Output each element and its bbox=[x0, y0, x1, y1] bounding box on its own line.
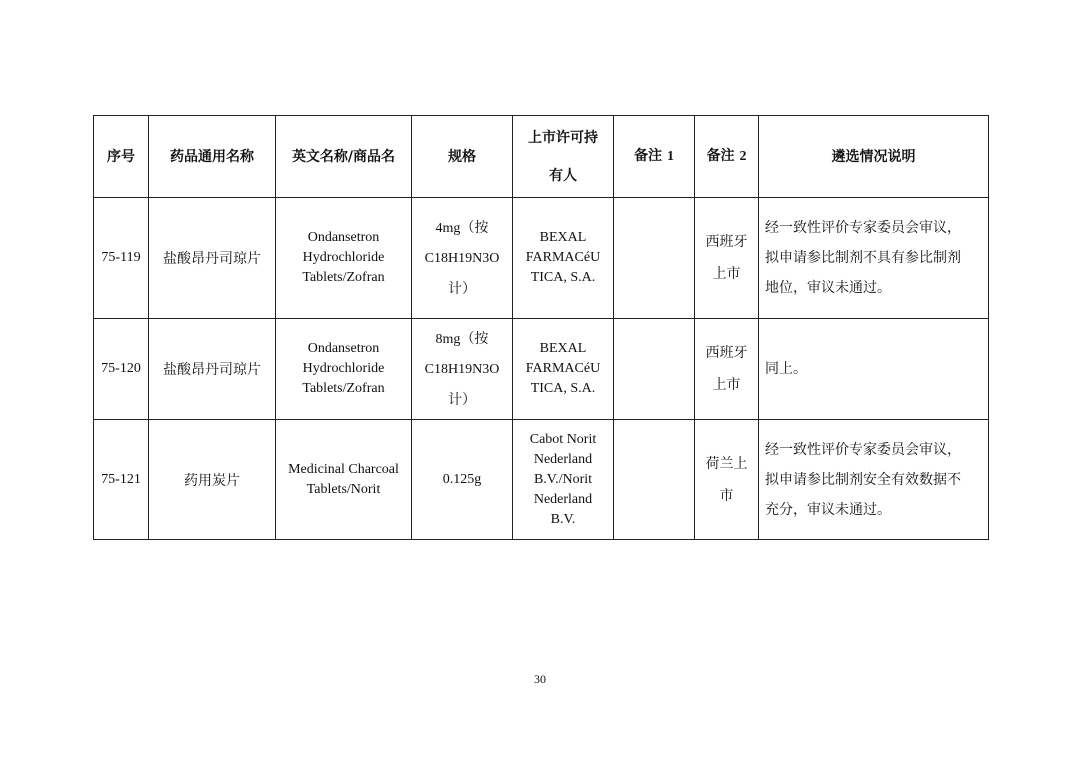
note2-line: 上市 bbox=[712, 377, 741, 393]
note2-line: 市 bbox=[719, 487, 734, 504]
header-note2-num: 2 bbox=[739, 149, 747, 164]
row-selection bbox=[759, 319, 989, 420]
header-seq: 序号 bbox=[94, 116, 149, 198]
spec-value: 8mg bbox=[435, 331, 461, 347]
row-selection bbox=[759, 198, 989, 319]
table-row bbox=[94, 319, 989, 420]
selection-line: 拟申请参比制剂不具有参比制剂 bbox=[765, 250, 961, 266]
holder-line: BEXAL bbox=[539, 230, 587, 245]
selection-line: 充分，审议未通过。 bbox=[765, 501, 891, 518]
row-holder bbox=[513, 198, 614, 319]
row-note2 bbox=[695, 198, 759, 319]
holder-line: B.V./Norit bbox=[533, 471, 593, 487]
header-generic-name: 药品通用名称 bbox=[149, 116, 276, 198]
english-line: Hydrochloride bbox=[302, 250, 385, 265]
row-holder bbox=[513, 420, 614, 540]
selection-line: 经一致性评价专家委员会审议， bbox=[765, 220, 961, 236]
selection-line: 地位，审议未通过。 bbox=[765, 280, 891, 296]
holder-line: Nederland bbox=[533, 491, 593, 507]
row-holder bbox=[513, 319, 614, 420]
note2-line: 上市 bbox=[712, 266, 741, 282]
table-row bbox=[94, 198, 989, 319]
row-seq: 75-120 bbox=[94, 319, 149, 420]
header-holder-line2: 有人 bbox=[549, 167, 577, 184]
row-english-name bbox=[276, 198, 412, 319]
spec-text: （按 bbox=[460, 330, 489, 347]
row-spec bbox=[412, 319, 513, 420]
note2-line: 荷兰上 bbox=[705, 455, 748, 472]
english-line: Tablets/Norit bbox=[306, 481, 381, 497]
header-note1-num: 1 bbox=[666, 149, 674, 164]
drug-table bbox=[93, 115, 989, 540]
header-row bbox=[94, 116, 989, 198]
row-note1 bbox=[614, 198, 695, 319]
selection-line: 同上。 bbox=[765, 361, 807, 377]
spec-line bbox=[415, 213, 509, 244]
row-spec bbox=[412, 198, 513, 319]
spec-line: 计） bbox=[448, 280, 476, 297]
header-holder bbox=[513, 116, 614, 198]
holder-line: Cabot Norit bbox=[529, 431, 597, 447]
row-english-name bbox=[276, 319, 412, 420]
row-note1 bbox=[614, 420, 695, 540]
spec-line: C18H19N3O bbox=[424, 250, 500, 266]
spec-line: C18H19N3O bbox=[424, 361, 500, 377]
english-line: Hydrochloride bbox=[302, 361, 385, 376]
note2-line: 西班牙 bbox=[705, 234, 748, 250]
holder-line: Nederland bbox=[533, 451, 593, 467]
header-english-name: 英文名称/商品名 bbox=[276, 116, 412, 198]
header-note1-cn: 备注 bbox=[634, 148, 663, 164]
english-line: Tablets/Zofran bbox=[302, 270, 385, 285]
row-note1 bbox=[614, 319, 695, 420]
row-spec: 0.125g bbox=[412, 420, 513, 540]
selection-line: 拟申请参比制剂安全有效数据不 bbox=[765, 471, 961, 488]
row-note2 bbox=[695, 420, 759, 540]
holder-line: FARMACéU bbox=[525, 250, 601, 265]
spec-value: 4mg bbox=[435, 220, 461, 236]
selection-line: 经一致性评价专家委员会审议， bbox=[765, 441, 961, 458]
header-note1 bbox=[614, 116, 695, 198]
english-line: Ondansetron bbox=[307, 230, 380, 245]
row-seq: 75-119 bbox=[94, 198, 149, 319]
header-note2 bbox=[695, 116, 759, 198]
row-generic-name: 药用炭片 bbox=[149, 420, 276, 540]
row-english-name bbox=[276, 420, 412, 540]
row-generic-name: 盐酸昂丹司琼片 bbox=[149, 319, 276, 420]
english-line: Tablets/Zofran bbox=[302, 381, 385, 396]
page-number: 30 bbox=[534, 672, 546, 686]
holder-line: BEXAL bbox=[539, 341, 587, 356]
header-selection: 遴选情况说明 bbox=[759, 116, 989, 198]
row-seq: 75-121 bbox=[94, 420, 149, 540]
spec-line bbox=[415, 324, 509, 355]
spec-line: 计） bbox=[448, 391, 476, 408]
holder-line: FARMACéU bbox=[525, 361, 601, 376]
row-note2 bbox=[695, 319, 759, 420]
header-spec: 规格 bbox=[412, 116, 513, 198]
header-note2-cn: 备注 bbox=[706, 148, 735, 164]
note2-line: 西班牙 bbox=[705, 345, 748, 361]
row-generic-name: 盐酸昂丹司琼片 bbox=[149, 198, 276, 319]
spec-text: （按 bbox=[460, 219, 489, 236]
holder-line: TICA, S.A. bbox=[530, 270, 596, 285]
english-line: Medicinal Charcoal bbox=[288, 461, 399, 477]
english-line: Ondansetron bbox=[307, 341, 380, 356]
holder-line: TICA, S.A. bbox=[530, 381, 596, 396]
holder-line: B.V. bbox=[550, 511, 576, 527]
row-selection bbox=[759, 420, 989, 540]
table-row bbox=[94, 420, 989, 540]
header-holder-line1: 上市许可持 bbox=[528, 129, 598, 146]
